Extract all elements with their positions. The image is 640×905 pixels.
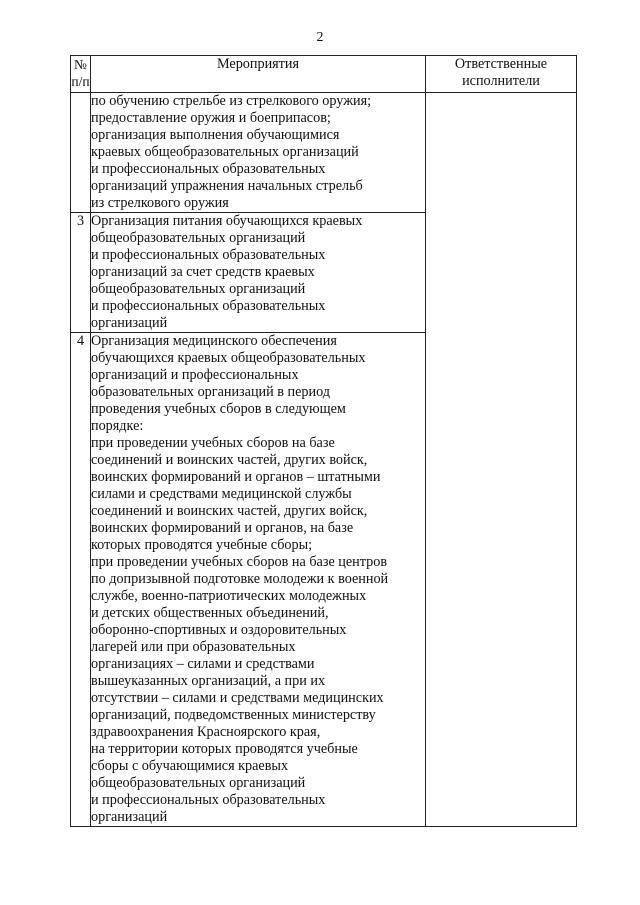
activity-line: лагерей или при образовательных [91,639,296,655]
activity-line: по обучению стрельбе из стрелкового оружия; [91,93,372,109]
row-activity [91,213,426,333]
activity-line: краевых общеобразовательных организаций [91,144,359,160]
table-header-row [71,56,577,93]
activity-line: обучающихся краевых общеобразовательных [91,350,366,366]
activity-line: организациях – силами и средствами [91,656,315,672]
activity-line: силами и средствами медицинской службы [91,486,352,502]
header-activities-label: Мероприятия [216,56,300,72]
activities-table [70,55,577,827]
activity-line: организация выполнения обучающимися [91,127,340,143]
page-number: 2 [316,30,324,45]
activity-line: соединений и воинских частей, других войск, [91,452,368,468]
row-activity [91,93,426,213]
activity-line: порядке: [91,418,144,434]
activity-line: предоставление оружия и боеприпасов; [91,110,331,126]
activity-line: которых проводятся учебные сборы; [91,537,313,553]
activity-line: службе, военно-патриотических молодежных [91,588,367,604]
activity-line: Организация питания обучающихся краевых [91,213,363,229]
activity-line: организаций упражнения начальных стрельб [91,178,363,194]
activity-line: вышеуказанных организаций, а при их [91,673,326,689]
activity-line: проведения учебных сборов в следующем [91,401,346,417]
activity-line: отсутствии – силами и средствами медицинских [91,690,384,706]
header-number-line1: № [74,57,87,72]
activity-line: из стрелкового оружия [91,195,229,211]
activity-line: организаций [91,809,168,825]
row-number: 4 [71,333,91,827]
row-number: 3 [71,213,91,333]
table-body [71,93,577,827]
header-number [71,56,91,93]
table-row [71,93,577,213]
header-number-line2: п/п [71,74,90,89]
activity-line: сборы с обучающимися краевых [91,758,289,774]
activity-line: общеобразовательных организаций [91,281,306,297]
activity-line: и детских общественных объединений, [91,605,329,621]
activity-line: и профессиональных образовательных [91,247,326,263]
activity-line: воинских формирований и органов – штатными [91,469,381,485]
activity-line: организаций за счет средств краевых [91,264,315,280]
activity-line: общеобразовательных организаций [91,230,306,246]
row-responsible [426,93,577,827]
activity-line: здравоохранения Красноярского края, [91,724,321,740]
row-activity [91,333,426,827]
header-responsible [426,56,577,93]
activity-line: образовательных организаций в период [91,384,331,400]
activity-line: организаций, подведомственных министерству [91,707,376,723]
activity-line: при проведении учебных сборов на базе [91,435,335,451]
activity-line: на территории которых проводятся учебные [91,741,358,757]
header-responsible-line2: исполнители [462,73,540,89]
activity-line: соединений и воинских частей, других войск, [91,503,368,519]
activity-line: организаций и профессиональных [91,367,299,383]
activity-line: и профессиональных образовательных [91,298,326,314]
activity-line: оборонно-спортивных и оздоровительных [91,622,347,638]
activity-line: воинских формирований и органов, на базе [91,520,354,536]
activity-line: общеобразовательных организаций [91,775,306,791]
activity-line: и профессиональных образовательных [91,792,326,808]
activity-line: по допризывной подготовке молодежи к военной [91,571,389,587]
row-number [71,93,91,213]
header-responsible-line1: Ответственные [454,56,548,72]
activity-line: и профессиональных образовательных [91,161,326,177]
activity-line: организаций [91,315,168,331]
activity-line: при проведении учебных сборов на базе центров [91,554,388,570]
activity-line: Организация медицинского обеспечения [91,333,337,349]
header-activities [91,56,426,93]
